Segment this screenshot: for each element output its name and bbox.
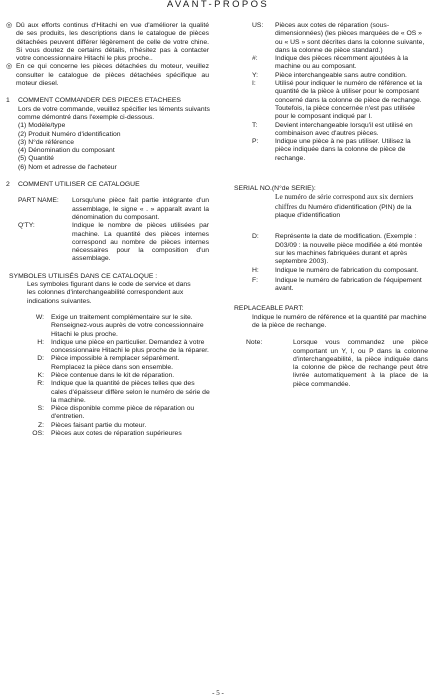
symbol-desc: Indique que la quantité de pièces telles que des cales d'épaisseur diffère selon le numéro de série de la machine. — [51, 380, 210, 404]
page-number: - 5 - — [212, 689, 224, 697]
serial-desc — [234, 193, 428, 220]
symbols-intro: Les symboles figurant dans le code de service et dans les colonnes d'interchangeabilité correspondent aux indications suivantes. — [27, 281, 191, 305]
serial-codes — [234, 233, 428, 293]
serial-code-desc: Indique le numéro de fabrication du composant. — [275, 267, 419, 275]
serial-code-desc: Indique le numéro de fabrication de l'équipement avant. — [275, 276, 422, 293]
order-item: (6) Nom et adresse de l'acheteur — [18, 163, 117, 171]
symbol-row — [32, 355, 212, 372]
order-item: (3) N°de référence — [18, 138, 74, 146]
serial-code-row — [252, 267, 428, 275]
note — [234, 339, 428, 389]
section-heading: COMMENT COMMANDER DES PIECES ETACHEES — [18, 97, 181, 105]
circle-bullet-icon: ◎ — [6, 22, 12, 29]
replaceable-desc: Indique le numéro de référence et la quantité par machine de la pièce de rechange. — [252, 313, 427, 329]
symbol-row — [32, 314, 212, 339]
symbol-desc: Exige un traitement complémentaire sur le site. Renseignez-vous auprès de votre concessionnaire Hitachi le plus proche. — [51, 313, 204, 338]
symbol-desc: Pièces faisant partie du moteur. — [51, 421, 147, 429]
symbol-code: D: — [37, 355, 44, 363]
intro-bullet — [6, 63, 212, 88]
symbol-code: H: — [37, 338, 44, 346]
intro-bullet — [6, 22, 212, 63]
symbol-desc: Pièces aux cotes de réparation (sous-dimensionnées) (les pièces marquées de « OS » ou « US » sont décrites dans la colonne suivante, dans la colonne de pièce standard.) — [275, 22, 425, 54]
definition-term: PART NAME: — [18, 197, 59, 205]
symbol-code: Y: — [252, 71, 259, 79]
serial-code-row — [252, 233, 428, 266]
symbol-desc: Pièce impossible à remplacer séparément. Remplacez la pièce dans son ensemble. — [51, 355, 180, 371]
serial-desc-serif: Le numéro de série correspond aux six derniers chiffres du — [275, 192, 414, 211]
symbol-desc: Utilisé pour indiquer le numéro de référence et la quantité de la pièce à utiliser pour le composant concerné dans la colonne de pièce de rechange. Toutefois, la pièce concernée n'est pas utilisée pour le composant indiqué par I. — [275, 80, 422, 121]
symbol-row — [32, 380, 212, 405]
definition-row — [18, 222, 212, 263]
note-row — [246, 339, 428, 389]
symbol-row — [252, 55, 428, 72]
order-item: (4) Dénomination du composant — [18, 147, 115, 155]
symbol-desc: Pièces aux cotes de réparation supérieures — [51, 430, 182, 438]
serial-desc-rest: Numéro d'identification (PIN) de la plaque d'identification — [275, 203, 412, 219]
order-item: (5) Quantité — [18, 155, 54, 163]
symbol-row — [32, 339, 212, 356]
symbol-row — [252, 80, 428, 121]
intro-bullet-text: En ce qui concerne les pièces détachées du moteur, veuillez consulter le catalogue de pièces détachées spécifique au moteur diesel. — [16, 63, 209, 88]
page-title: AVANT-PROPOS — [166, 0, 270, 10]
section-1 — [6, 97, 212, 172]
note-text: Lorsque vous commandez une pièce comportant un Y, I, ou P dans la colonne d'interchangeabilité, la pièce indiquée dans la colonne de pièce de rechange peut être livrée automatiquement à la place de la pièce commandée. — [293, 339, 428, 388]
serial-section — [234, 185, 428, 220]
symbol-desc: Pièce interchangeable sans autre condition. — [275, 71, 407, 79]
symbol-desc: Devient interchangeable lorsqu'il est utilisé en combinaison avec d'autres pièces. — [275, 121, 413, 137]
serial-code-row — [252, 277, 428, 294]
symbol-code: OS: — [32, 430, 44, 438]
symbol-row — [32, 430, 212, 438]
symbol-code: #: — [252, 55, 258, 63]
symbols-section — [6, 273, 212, 306]
definition-term: Q'TY: — [18, 222, 35, 230]
symbol-row — [32, 372, 212, 380]
symbol-row — [252, 138, 428, 163]
symbol-code: Z: — [37, 421, 44, 429]
symbol-row — [252, 72, 428, 80]
order-item: (1) Modèle/type — [18, 122, 66, 130]
symbol-desc: Indique une pièce à ne pas utiliser. Utilisez la pièce indiquée dans la colonne de pièce de rechange. — [275, 138, 411, 162]
symbol-code: K: — [37, 371, 44, 379]
symbol-desc: Pièce contenue dans le kit de réparation. — [51, 371, 175, 379]
symbol-code: R: — [37, 380, 44, 388]
symbol-code: P: — [252, 138, 259, 146]
symbol-code: I: — [252, 80, 256, 88]
circle-bullet-icon: ◎ — [6, 63, 12, 71]
symbol-code: T: — [252, 121, 258, 129]
symbol-code: US: — [252, 22, 264, 29]
symbol-row — [252, 122, 428, 139]
catalogue-definitions — [6, 197, 212, 263]
symbol-list — [6, 314, 212, 438]
section-intro: Lors de votre commande, veuillez spécifier les léments suivants comme démontré dans l'exemple ci-dessous. — [18, 105, 210, 121]
definition-row — [18, 197, 212, 222]
serial-code: H: — [252, 267, 259, 275]
symbol-code: S: — [37, 405, 44, 413]
replaceable-section — [234, 305, 428, 330]
symbol-desc: Pièce disponible comme pièce de réparation ou d'entretien. — [51, 405, 195, 421]
section-number: 1 — [6, 97, 10, 105]
definition-desc: Indique le nombre de pièces utilisées par machine. La quantité des pièces internes correspond au nombre de pièces internes nécessaires pour la composition d'un assemblage. — [72, 222, 209, 263]
note-label: Note: — [246, 339, 263, 347]
left-column — [6, 22, 212, 438]
serial-code-desc: Représente la date de modification. (Exemple : D03/09 : la nouvelle pièce modifiée a été montée sur les machines fabriquées durant et après septembre 2003). — [275, 233, 423, 266]
symbol-code: W: — [35, 313, 44, 321]
section-number: 2 — [6, 181, 10, 189]
definition-desc: Lorsqu'une pièce fait partie intégrante d'un assemblage, le signe « . » apparaît avant la dénomination du composant. — [72, 197, 209, 221]
symbol-row — [32, 405, 212, 422]
symbol-row — [252, 22, 428, 55]
symbols-heading: SYMBOLES UTILISÉS DANS CE CATALOQUE : — [9, 272, 158, 280]
section-2 — [6, 181, 212, 189]
serial-code: F: — [252, 276, 259, 284]
symbol-desc: Indique une pièce en particulier. Demandez à votre concessionnaire Hitachi le plus proche de la réparer. — [51, 338, 209, 355]
serial-heading: SERIAL NO.(N°de SERIE): — [234, 185, 316, 193]
replaceable-heading: REPLACEABLE PART: — [234, 305, 304, 313]
intro-bullet-text: Dû aux efforts continus d'Hitachi en vue d'améliorer la qualité de ses produits, les descriptions dans le catalogue de pièces détachées peuvent différer légèrement de celle de votre chine. Si vous doutez de certains détails, n'hésitez pas à contacter votre concessionnaire Hitachi le plus proche.. — [16, 22, 209, 63]
right-column — [234, 22, 428, 389]
symbol-list-continued — [234, 22, 428, 163]
symbol-desc: Indique des pièces récemment ajoutées à la machine ou au composant. — [275, 55, 408, 71]
section-heading: COMMENT UTILISER CE CATALOGUE — [18, 181, 140, 189]
symbol-row — [32, 422, 212, 430]
order-item: (2) Produit Numéro d'identification — [18, 130, 121, 138]
serial-code: D: — [252, 233, 259, 241]
